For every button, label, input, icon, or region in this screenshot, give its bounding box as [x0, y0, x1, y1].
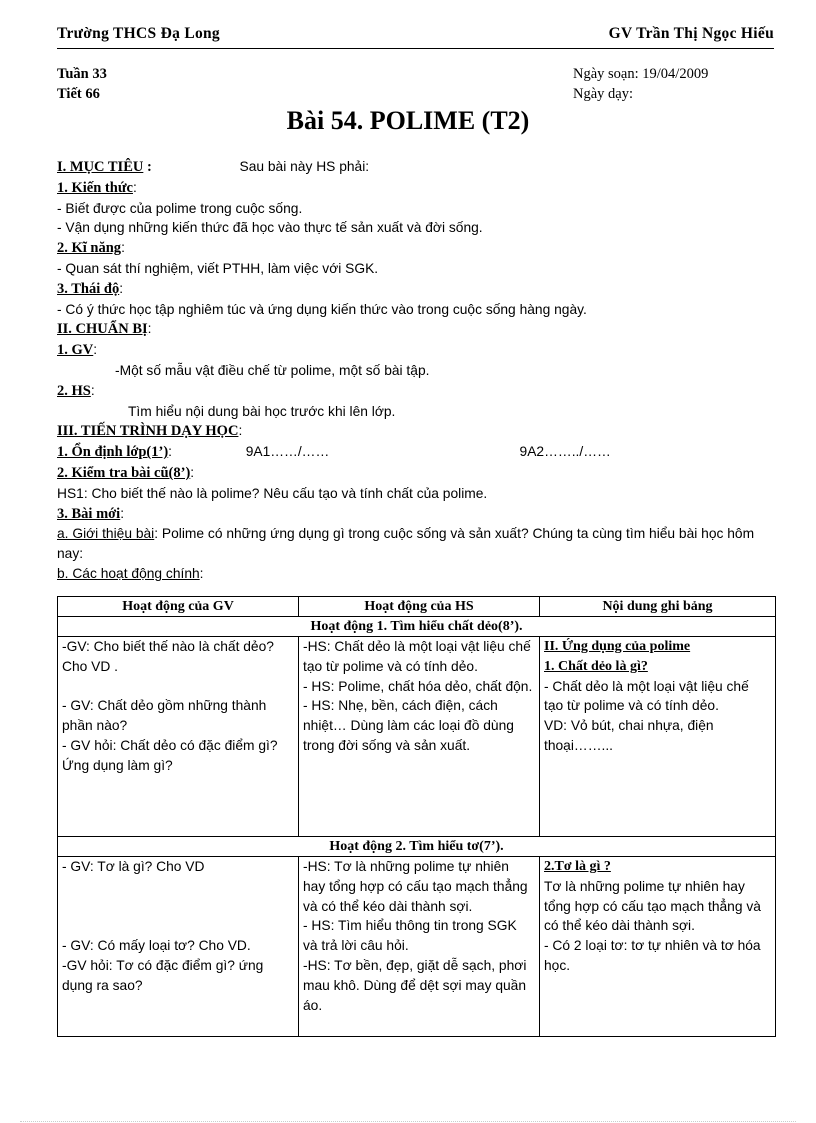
table-header-row [58, 597, 776, 617]
skills-heading: 2. Kĩ năng [57, 240, 122, 257]
activity2-title: Hoạt động 2. Tìm hiểu tơ(7’). [58, 837, 776, 857]
gv-suffix: : [93, 342, 98, 358]
gv-line: -GV: Cho biết thế nào là chất dẻo? Cho VD . [62, 639, 274, 674]
main-activities-suffix: : [199, 565, 204, 581]
activity2-gv-cell [58, 857, 299, 1037]
knowledge-heading: 1. Kiến thức [57, 179, 133, 196]
objectives-heading: I. MỤC TIÊU [57, 159, 144, 175]
attitude-heading: 3. Thái độ [57, 280, 120, 297]
gv-line-blank [62, 677, 294, 697]
knowledge-item: - Vận dụng những kiến thức đã học vào thực tế sản xuất và đời sống. [57, 220, 483, 236]
skills-heading-row [57, 238, 777, 259]
col-header-gv: Hoạt động của GV [58, 597, 299, 617]
intro-paragraph [57, 524, 777, 564]
hs-heading-row [57, 381, 777, 402]
stabilize-heading: 1. Ổn định lớp(1’) [57, 444, 169, 461]
content-line: VD: Vỏ bút, chai nhựa, điện thoại……... [544, 718, 714, 753]
school-name: Trường THCS Đạ Long [57, 25, 220, 42]
teach-date: Ngày dạy: [573, 86, 633, 102]
content-heading: II. Ứng dụng của polime [544, 639, 691, 654]
process-heading-row [57, 421, 777, 442]
hs-prep-text: Tìm hiểu nội dung bài học trước khi lên lớp. [128, 403, 396, 419]
gv-line-blank [62, 877, 294, 936]
stabilize-suffix: : [168, 444, 173, 460]
gv-line: - GV: Tơ là gì? Cho VD [62, 859, 205, 874]
knowledge-suffix: : [132, 179, 137, 195]
intro-label: a. Giới thiệu bài [57, 526, 155, 542]
activities-table [57, 596, 776, 1037]
gv-prep-text: -Một số mẫu vật điều chế từ polime, một số bài tập. [115, 362, 430, 378]
check-suffix: : [190, 464, 195, 480]
page-header [57, 22, 774, 49]
attitude-heading-row [57, 279, 777, 300]
gv-heading: 1. GV [57, 342, 94, 359]
hs-line: -HS: Chất dẻo là một loại vật liệu chế tạo từ polime và có tính dẻo. [303, 639, 531, 674]
prep-date: Ngày soạn: 19/04/2009 [573, 66, 709, 82]
hs-line: - HS: Nhẹ, bền, cách điện, cách nhiệt… Dùng làm các loại đồ dùng trong đời sống và sản xuất. [303, 698, 514, 753]
activity1-title: Hoạt động 1. Tìm hiểu chất dẻo(8’). [58, 617, 776, 637]
hs-suffix: : [90, 382, 95, 398]
new-lesson-suffix: : [120, 505, 125, 521]
preparation-heading: II. CHUẨN BỊ [57, 321, 148, 338]
knowledge-heading-row [57, 178, 777, 199]
gv-heading-row [57, 340, 777, 361]
content-line: - Có 2 loại tơ: tơ tự nhiên và tơ hóa học. [544, 938, 761, 973]
activity2-title-row [58, 837, 776, 857]
activity1-content-cell [540, 637, 776, 837]
new-lesson-heading-row [57, 504, 777, 525]
stabilize-row [57, 442, 777, 463]
main-activities-row [57, 564, 777, 584]
preparation-suffix: : [147, 321, 152, 337]
activity2-row [58, 857, 776, 1037]
objectives-heading-suffix: : [143, 159, 152, 175]
activity1-title-row [58, 617, 776, 637]
hs-line: -HS: Tơ bền, đẹp, giặt dễ sạch, phơi mau khô. Dùng để dệt sợi may quần áo. [303, 957, 527, 1013]
col-header-content: Nội dung ghi bảng [540, 597, 776, 617]
lesson-body [57, 157, 777, 584]
objectives-row [57, 157, 777, 178]
new-lesson-heading: 3. Bài mới [57, 505, 121, 522]
hs-heading: 2. HS [57, 382, 91, 399]
teacher-name: GV Trần Thị Ngọc Hiếu [608, 25, 774, 42]
gv-line: - GV: Có mấy loại tơ? Cho VD. [62, 938, 251, 954]
activity2-hs-cell [299, 857, 540, 1037]
check-heading: 2. Kiểm tra bài cũ(8’) [57, 464, 191, 481]
skills-item: - Quan sát thí nghiệm, viết PTHH, làm việc với SGK. [57, 260, 379, 276]
col-header-hs: Hoạt động của HS [299, 597, 540, 617]
footer-divider [20, 1121, 796, 1122]
hs-line: -HS: Tơ là những polime tự nhiên hay tổng hợp có cấu tạo mạch thẳng và có thể kéo dài thành sợi. [303, 859, 528, 914]
content-subheading: 1. Chất dẻo là gì? [544, 658, 648, 674]
gv-line: - GV: Chất dẻo gồm những thành phần nào? [62, 698, 267, 734]
activity1-row [58, 637, 776, 837]
gv-line: - GV hỏi: Chất dẻo có đặc điểm gì? Ứng dụng làm gì? [62, 737, 278, 773]
attitude-item: - Có ý thức học tập nghiêm túc và ứng dụng kiến thức vào trong cuộc sống hàng ngày. [57, 301, 587, 317]
process-heading: III. TIẾN TRÌNH DẠY HỌC [57, 423, 239, 440]
content-heading: 2.Tơ là gì ? [544, 859, 611, 874]
week-label: Tuần 33 [57, 66, 107, 82]
process-suffix: : [238, 423, 243, 439]
objectives-intro: Sau bài này HS phải: [239, 159, 370, 174]
class-9a2: 9A2……../…… [519, 444, 611, 460]
activity2-content-cell [540, 857, 776, 1037]
check-text: HS1: Cho biết thế nào là polime? Nêu cấu tạo và tính chất của polime. [57, 485, 488, 501]
main-activities-label: b. Các hoạt động chính [57, 565, 200, 581]
gv-line: -GV hỏi: Tơ có đặc điểm gì? ứng dụng ra sao? [62, 957, 264, 993]
lesson-title: Bài 54. POLIME (T2) [286, 106, 530, 135]
knowledge-item: - Biết được của polime trong cuộc sống. [57, 200, 303, 216]
attitude-suffix: : [119, 280, 124, 296]
skills-suffix: : [121, 240, 125, 256]
content-line: - Chất dẻo là một loại vật liệu chế tạo từ polime và có tính dẻo. [544, 678, 749, 714]
class-9a1: 9A1……/…… [245, 444, 330, 460]
content-line: Tơ là những polime tự nhiên hay tổng hợp có cấu tạo mạch thẳng và có thể kéo dài thành sợi. [544, 878, 761, 934]
hs-line: - HS: Polime, chất hóa dẻo, chất độn. [303, 678, 533, 694]
preparation-heading-row [57, 319, 777, 340]
hs-line: - HS: Tìm hiểu thông tin trong SGK và trả lời câu hỏi. [303, 918, 517, 954]
activity1-hs-cell [299, 637, 540, 837]
intro-text: : Polime có những ứng dụng gì trong cuộc sống và sản xuất? Chúng ta cùng tìm hiểu bài học hôm nay: [57, 526, 755, 562]
check-heading-row [57, 463, 777, 484]
activity1-gv-cell [58, 637, 299, 837]
period-label: Tiết 66 [57, 86, 100, 102]
